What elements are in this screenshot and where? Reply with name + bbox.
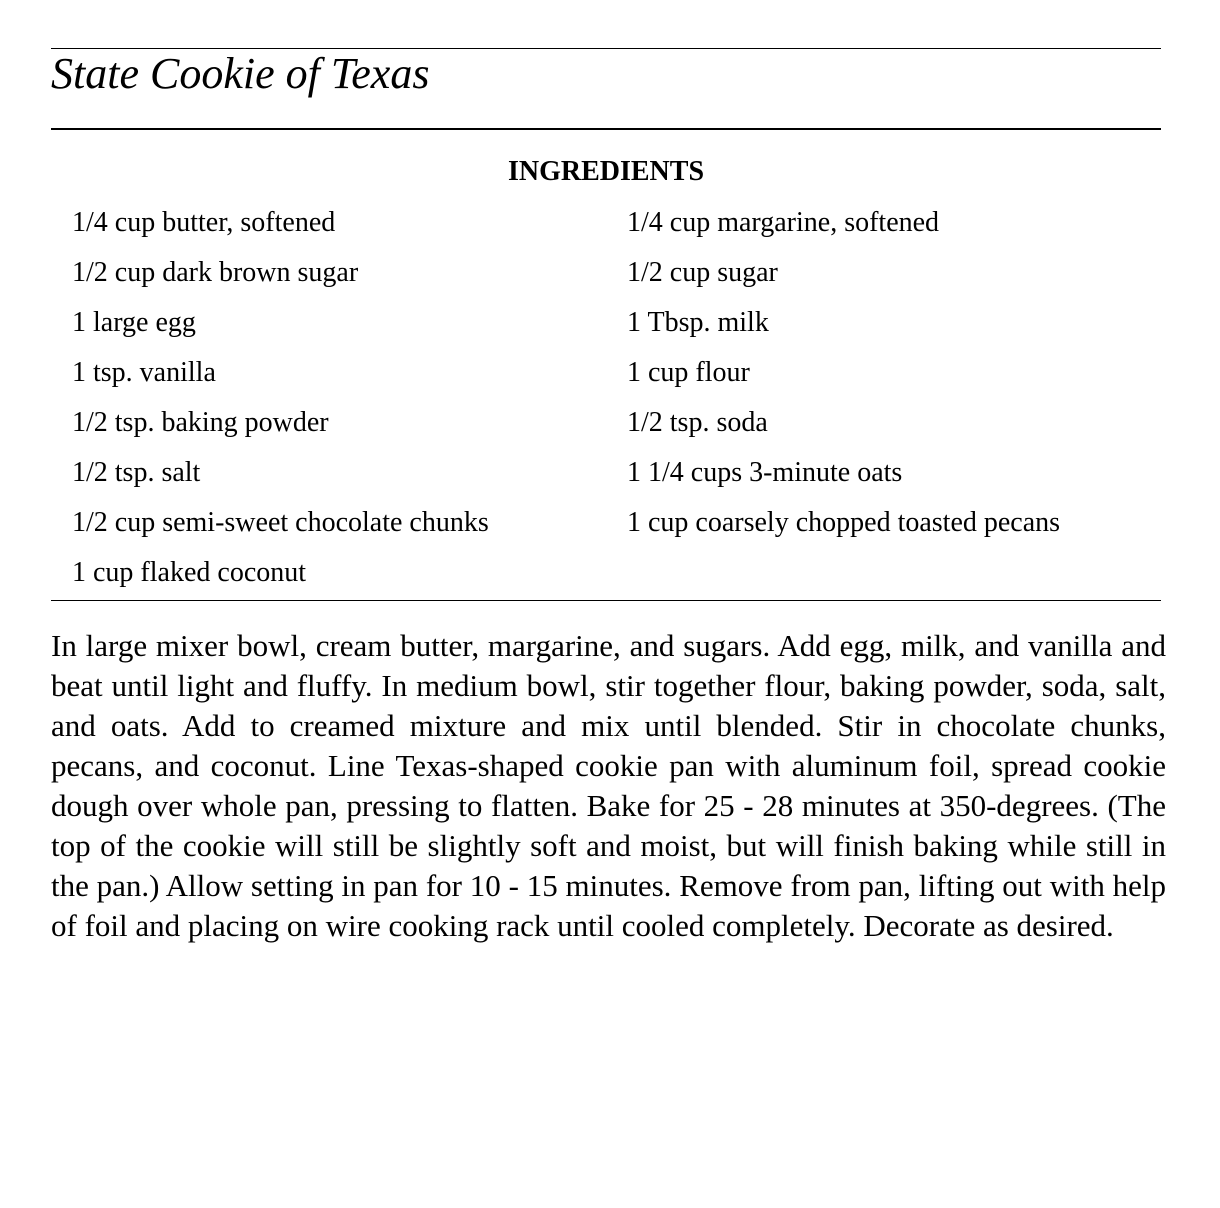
ingredient: 1/4 cup margarine, softened [627,207,940,238]
ingredient: 1 1/4 cups 3-minute oats [627,457,903,488]
ingredient: 1 Tbsp. milk [627,307,769,338]
ingredient: 1/2 tsp. soda [627,407,768,438]
ingredients-left [72,205,489,605]
ingredient: 1 cup flour [627,357,750,388]
ingredient: 1 cup coarsely chopped toasted pecans [627,507,1061,538]
title-rule [51,128,1161,130]
ingredient: 1/4 cup butter, softened [72,207,336,238]
ingredient: 1/2 tsp. salt [72,457,201,488]
directions: In large mixer bowl, cream butter, margarine, and sugars. Add egg, milk, and vanilla and beat until light and fluffy. In medium bowl, stir together flour, baking powder, soda, salt, and oats. Add to creamed mixture and mix until blended. Stir in chocolate chunks, pecans, and coconut. Line Texas-shaped cookie pan with aluminum foil, spread cookie dough over whole pan, pressing to flatten. Bake for 25 - 28 minutes at 350-degrees. (The top of the cookie will still be slightly soft and moist, but will finish baking while still in the pan.) Allow setting in pan for 10 - 15 minutes. Remove from pan, lifting out with help of foil and placing on wire cooking rack until cooled completely. Decorate as desired. [51,628,1166,943]
ingredient: 1 large egg [72,307,196,338]
ingredient: 1/2 cup dark brown sugar [72,257,359,288]
ingredient: 1 tsp. vanilla [72,357,216,388]
recipe-title: State Cookie of Texas [51,49,430,98]
ingredient: 1/2 cup sugar [627,257,778,288]
ingredients-rule [51,600,1161,601]
ingredient: 1 cup flaked coconut [72,557,307,588]
ingredients-heading: INGREDIENTS [507,156,705,187]
ingredient: 1/2 tsp. baking powder [72,407,329,438]
ingredients-right [627,205,1060,555]
ingredient: 1/2 cup semi-sweet chocolate chunks [72,507,489,538]
